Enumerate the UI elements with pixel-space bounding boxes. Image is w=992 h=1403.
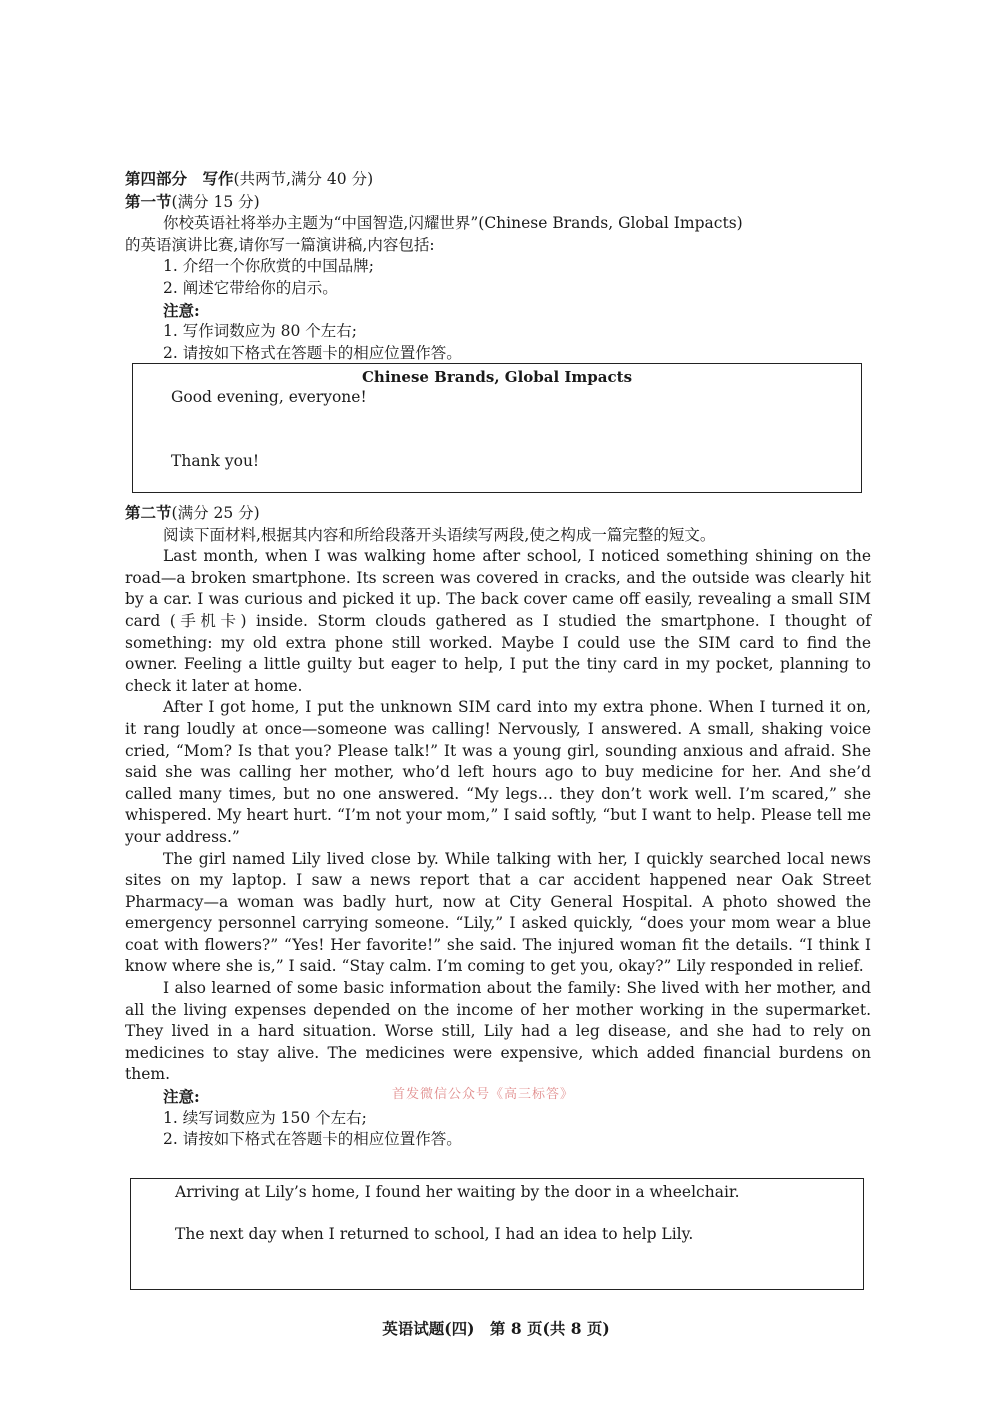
story-paragraph-4: I also learned of some basic information about the family: She lived with her mother, and all the living expenses depended on the income of her mother working in the supermarket. They lived in a hard situation. Worse still, Lily had a leg disease, and she had to rely on medicines to stay alive. The medicines were expensive, which added financial burdens on them.	[125, 979, 871, 1084]
box1-greeting: Good evening, everyone!	[171, 388, 367, 406]
writing-section-1	[125, 168, 871, 364]
box1-title: Chinese Brands, Global Impacts	[361, 368, 633, 386]
section2-title: 第二节(满分 25 分)	[125, 503, 260, 522]
part4-heading: 第四部分 写作(共两节,满分 40 分)	[125, 169, 374, 188]
section2-notes-label: 注意:	[163, 1087, 200, 1107]
section2-instruction: 阅读下面材料,根据其内容和所给段落开头语续写两段,使之构成一篇完整的短文。	[163, 525, 716, 544]
section1-prompt-line2: 的英语演讲比赛,请你写一篇演讲稿,内容包括:	[125, 235, 435, 254]
story-paragraph-2: After I got home, I put the unknown SIM card into my extra phone. When I turned it on, it rang loudly at once—someone was calling! Nervously, I answered. A small, shaking voice cried, “Mom? Is that you? Please talk!” It was a young girl, sounding anxious and afraid. She said she was calling her mother, who’d left hours ago to buy medicine for her. And she’d called many times, but no one answered. “My legs… they don’t work well. I’m scared,” she whispered. My heart hurt. “I’m not your mom,” I said softly, “but I want to help. Please tell me your address.”	[125, 698, 871, 846]
writing-section-2	[125, 502, 871, 1151]
box1-closing: Thank you!	[171, 452, 260, 470]
section1-item1: 1. 介绍一个你欣赏的中国品牌;	[163, 257, 374, 276]
story-paragraph-3: The girl named Lily lived close by. While talking with her, I quickly searched local news sites on my laptop. I saw a news report that a car accident happened near Oak Street Pharmacy—a woman was badly hurt, now at City General Hospital. A photo showed the emergency personnel carrying someone. “Lily,” I asked quickly, “does your mom wear a blue coat with flowers?” “Yes! Her favorite!” she said. The injured woman fit the details. “I think I know where she is,” I said. “Stay calm. I’m coming to get you, okay?” Lily responded in relief.	[125, 849, 871, 976]
section1-prompt-line1: 你校英语社将举办主题为“中国智造,闪耀世界”(Chinese Brands, Global Impacts)	[163, 214, 743, 233]
watermark: 首发微信公众号《高三标答》	[392, 1087, 575, 1102]
box2-paragraph-start-1: Arriving at Lily’s home, I found her waiting by the door in a wheelchair.	[175, 1183, 740, 1201]
section1-item2: 2. 阐述它带给你的启示。	[163, 278, 338, 297]
section1-note1: 1. 写作词数应为 80 个左右;	[163, 322, 358, 341]
section2-answer-box	[130, 1178, 864, 1290]
section1-notes-label: 注意:	[163, 300, 200, 320]
section2-note1: 1. 续写词数应为 150 个左右;	[163, 1108, 367, 1127]
section1-answer-box	[132, 363, 862, 493]
section2-note2: 2. 请按如下格式在答题卡的相应位置作答。	[163, 1130, 462, 1149]
section1-title: 第一节(满分 15 分)	[125, 191, 260, 211]
section1-note2: 2. 请按如下格式在答题卡的相应位置作答。	[163, 343, 462, 362]
story-paragraph-1: Last month, when I was walking home after school, I noticed something shining on the road—a broken smartphone. Its screen was covered in cracks, and the outside was clearly hit by a car. I was curious and picked it up. The back cover came off easily, revealing a small SIM card (手机卡) inside. Storm clouds gathered as I studied the smartphone. I thought of something: my old extra phone still worked. Maybe I could use the SIM card to find the owner. Feeling a little guilty but eager to help, I put the tiny card in my pocket, planning to check it later at home.	[125, 547, 871, 695]
page-footer: 英语试题(四) 第 8 页(共 8 页)	[382, 1319, 610, 1338]
box2-paragraph-start-2: The next day when I returned to school, I had an idea to help Lily.	[175, 1225, 694, 1243]
